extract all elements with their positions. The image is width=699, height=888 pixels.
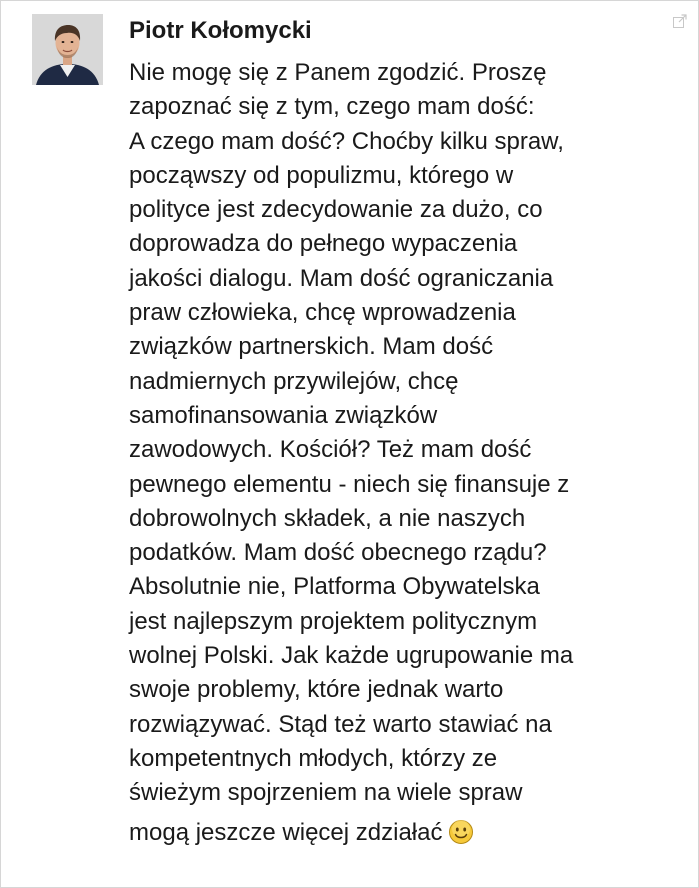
comment-line: praw człowieka, chcę wprowadzenia (129, 299, 516, 327)
comment-line: rozwiązywać. Stąd też warto stawiać na (129, 710, 552, 738)
avatar[interactable] (32, 14, 103, 85)
comment-line: doprowadza do pełnego wypaczenia (129, 230, 518, 258)
comment-line: począwszy od populizmu, którego w (129, 161, 514, 189)
comment-line: kompetentnych młodych, którzy ze (129, 744, 498, 772)
comment-line: zapoznać się z tym, czego mam dość: (129, 93, 535, 121)
comment-line: pewnego elementu - niech się finansuje z (129, 470, 570, 498)
comment-line: nadmiernych przywilejów, chcę (129, 367, 459, 395)
comment-line: jakości dialogu. Mam dość ograniczania (129, 264, 554, 292)
comment-line: podatków. Mam dość obecnego rządu? (129, 539, 547, 567)
comment-line: zawodowych. Kościół? Też mam dość (129, 436, 532, 464)
comment-line: polityce jest zdecydowanie za dużo, co (129, 196, 543, 224)
author-name[interactable]: Piotr Kołomycki (129, 17, 312, 44)
comment-text (129, 56, 689, 850)
comment-line: związków partnerskich. Mam dość (129, 333, 494, 361)
smiley-icon (448, 819, 474, 845)
comment-line: Nie mogę się z Panem zgodzić. Proszę (129, 59, 547, 86)
popout-icon[interactable] (672, 13, 688, 29)
comment-line-last (129, 816, 689, 850)
profile-photo-icon (32, 14, 103, 85)
comment-line: swoje problemy, które jednak warto (129, 676, 504, 704)
comment-line: A czego mam dość? Choćby kilku spraw, (129, 127, 564, 155)
comment-line: wolnej Polski. Jak każde ugrupowanie ma (129, 642, 574, 670)
comment-line-text: mogą jeszcze więcej zdziałać (129, 818, 443, 846)
comment-line: świeżym spojrzeniem na wiele spraw (129, 779, 523, 807)
comment-line: Absolutnie nie, Platforma Obywatelska (129, 573, 540, 601)
comment-line: samofinansowania związków (129, 401, 438, 429)
comment-line: dobrowolnych składek, a nie naszych (129, 504, 526, 532)
comment-line: jest najlepszym projektem politycznym (129, 607, 538, 635)
